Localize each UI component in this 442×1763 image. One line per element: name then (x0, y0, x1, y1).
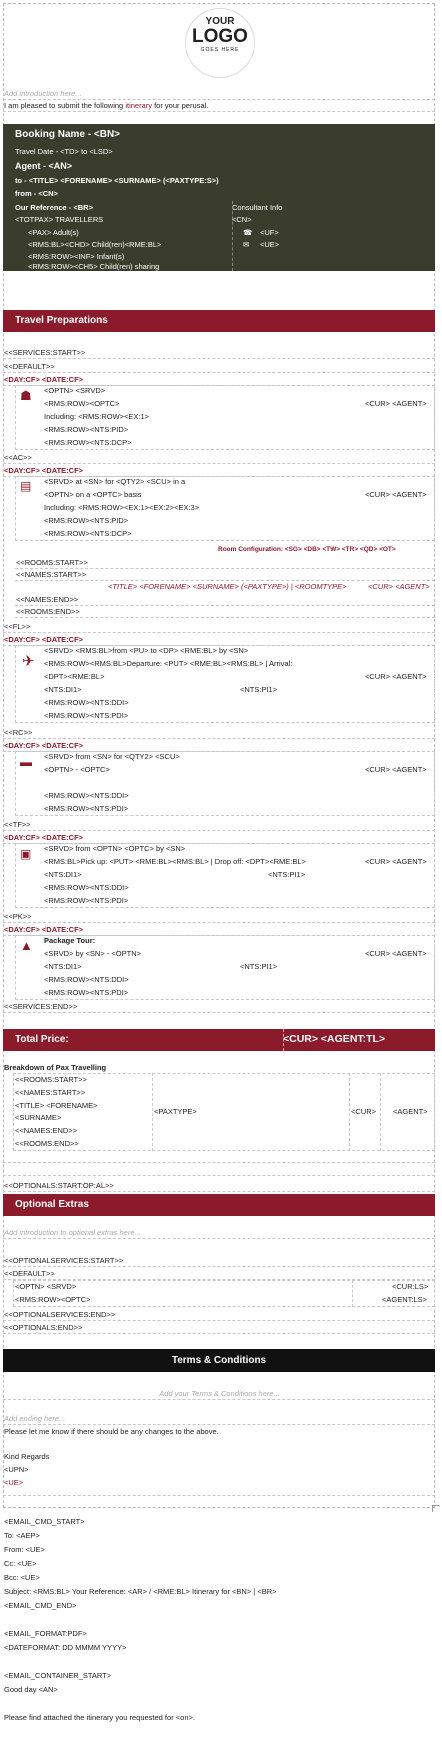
fl-line2[interactable]: <RMS:ROW><RMS:BL>Departure: <PUT> <RME:BL><RMS:BL> | Arrival: (44, 659, 293, 668)
optional-default[interactable]: <<DEFAULT>> (3, 1268, 435, 1280)
logo-line1: YOUR (205, 16, 235, 27)
rc-tag[interactable]: <<RC>> (3, 727, 435, 739)
total-price-value[interactable]: <CUR> <AGENT:TL> (283, 1033, 386, 1045)
breakdown-title: Breakdown of Pax Travelling (4, 1063, 107, 1072)
ac-line2[interactable]: <OPTN> on a <OPTC> basis (44, 490, 142, 499)
optional-divider (352, 1280, 353, 1307)
ac-price[interactable]: <CUR> <AGENT> (365, 490, 427, 499)
tour-icon: ▲ (20, 938, 33, 953)
consultant-info-heading: Consultant Info (232, 203, 283, 212)
ac-service-box (15, 476, 435, 541)
default-nts-dcp[interactable]: <RMS:ROW><NTS:DCP> (44, 438, 132, 447)
rc-line2[interactable]: <OPTN> - <OPTC> (44, 765, 110, 774)
default-service-box (15, 385, 435, 450)
pax-child-sharing[interactable]: <RMS:ROW><CH5> Child(ren) sharing (28, 262, 160, 271)
fl-line3[interactable]: <DPT><RME:BL> (44, 672, 105, 681)
breakdown-surname[interactable]: <SURNAME> (15, 1113, 62, 1122)
default-tag[interactable]: <<DEFAULT>> (3, 361, 435, 373)
bed-icon: ▤ (20, 479, 32, 493)
fl-price[interactable]: <CUR> <AGENT> (365, 672, 427, 681)
services-start[interactable]: <<SERVICES:START>> (3, 347, 435, 359)
email-bcc: Bcc: <UE> (4, 1573, 40, 1582)
kind-regards[interactable]: Kind Regards (4, 1452, 50, 1461)
fl-line1[interactable]: <SRVD> <RMS:BL>from <PU> to <DP> <RME:BL> by <SN> (44, 646, 249, 655)
day-date-ac[interactable]: <DAY:CF> <DATE:CF> (3, 465, 435, 477)
spacer-row-1 (3, 1153, 435, 1163)
day-date-fl[interactable]: <DAY:CF> <DATE:CF> (3, 634, 435, 646)
breakdown-col2-divider (349, 1073, 350, 1151)
breakdown-rooms-start[interactable]: <<ROOMS:START>> (15, 1075, 87, 1084)
fl-tag[interactable]: <<FL>> (3, 621, 435, 633)
day-date-default[interactable]: <DAY:CF> <DATE:CF> (3, 374, 435, 386)
breakdown-names-start[interactable]: <<NAMES:START>> (15, 1088, 86, 1097)
breakdown-table (13, 1073, 435, 1151)
optional-extras-title: Optional Extras (15, 1199, 89, 1210)
breakdown-title-forename[interactable]: <TITLE> <FORENAME> (15, 1101, 98, 1110)
default-including[interactable]: Including: <RMS:ROW><EX:1> (44, 412, 150, 421)
pax-adults[interactable]: <PAX> Adult(s) (28, 228, 79, 237)
rc-line1[interactable]: <SRVD> from <SN> for <QTY2> <SCU> (44, 752, 180, 761)
fl-nts-pdi[interactable]: <RMS:ROW><NTS:PDI> (44, 711, 129, 720)
breakdown-rooms-end[interactable]: <<ROOMS:END>> (15, 1139, 79, 1148)
email-from: From: <UE> (4, 1545, 45, 1554)
default-price[interactable]: <CUR> <AGENT> (365, 399, 427, 408)
email-subject: Subject: <RMS:BL> Your Reference: <AR> / <RME:BL> Itinerary for <BN> | <BR> (4, 1587, 277, 1596)
consultant-name[interactable]: <CN> (232, 215, 252, 224)
total-price-bar (3, 1029, 435, 1051)
our-reference[interactable]: Our Reference - <BR> (15, 203, 93, 212)
fl-service-box (15, 645, 435, 723)
logo-line2: LOGO (192, 26, 248, 47)
email-attached-text: Please find attached the itinerary you requested for <on>. (4, 1713, 195, 1722)
optional-optc[interactable]: <RMS:ROW><OPTC> (15, 1295, 91, 1304)
pk-tag[interactable]: <<PK>> (3, 911, 435, 923)
email-to: To: <AEP> (4, 1531, 40, 1540)
total-divider (283, 1029, 284, 1051)
optional-services-end[interactable]: <<OPTIONALSERVICES:END>> (3, 1309, 435, 1321)
email-greeting: Good day <AN> (4, 1685, 58, 1694)
travel-dates[interactable]: Travel Date - <TD> to <LSD> (15, 147, 113, 156)
plane-icon: ✈ (22, 653, 35, 670)
breakdown-cur[interactable]: <CUR> (351, 1107, 377, 1116)
optional-service-box (13, 1280, 435, 1307)
terms-hint[interactable]: Add your Terms & Conditions here... (3, 1388, 435, 1400)
tf-line2[interactable]: <RMS:BL>Pick up: <PUT> <RME:BL><RMS:BL> | Drop off: <DPT><RME:BL> (44, 857, 306, 866)
breakdown-col3-divider (380, 1073, 381, 1151)
pk-line2[interactable]: <SRVD> by <SN> - <OPTN> (44, 949, 141, 958)
logo-line3: GOES HERE (200, 47, 240, 53)
ac-nts-dcp[interactable]: <RMS:ROW><NTS:DCP> (44, 529, 132, 538)
tf-nts-di1[interactable]: <NTS:DI1> (44, 870, 82, 879)
total-price-label: Total Price: (15, 1034, 69, 1045)
intro-text-a: I am pleased to submit the following (4, 101, 126, 110)
optional-cur-ls[interactable]: <CUR:LS> (392, 1282, 429, 1291)
user-name[interactable]: <UPN> (4, 1465, 29, 1474)
hotel-icon: ☗ (20, 388, 32, 403)
car-icon: ▬ (20, 755, 32, 769)
fl-nts-di1[interactable]: <NTS:DI1> (44, 685, 82, 694)
optional-agent-ls[interactable]: <AGENT:LS> (382, 1295, 428, 1304)
pk-nts-pi1[interactable]: <NTS:PI1> (240, 962, 278, 971)
services-end[interactable]: <<SERVICES:END>> (3, 1001, 435, 1013)
ac-names-start[interactable]: <<NAMES:START>> (15, 569, 435, 581)
corner-marker (432, 1505, 439, 1512)
email-cmd-start: <EMAIL_CMD_START> (4, 1517, 85, 1526)
pax-children[interactable]: <RMS:BL><CHD> Child(ren)<RME:BL> (28, 240, 162, 249)
pk-price[interactable]: <CUR> <AGENT> (365, 949, 427, 958)
email-dateformat: <DATEFORMAT: DD MMMM YYYY> (4, 1643, 127, 1652)
rc-service-box (15, 751, 435, 816)
rc-price[interactable]: <CUR> <AGENT> (365, 765, 427, 774)
intro-text-itinerary: itinerary (125, 101, 153, 110)
consultant-phone[interactable]: <UF> (260, 228, 279, 237)
breakdown-agent[interactable]: <AGENT> (393, 1107, 428, 1116)
bus-icon: ▣ (20, 847, 32, 861)
optional-services-start[interactable]: <<OPTIONALSERVICES:START>> (3, 1255, 435, 1267)
pk-nts-pdi[interactable]: <RMS:ROW><NTS:PDI> (44, 988, 129, 997)
tf-nts-pid[interactable]: <RMS:ROW><NTS:PDI> (44, 896, 129, 905)
company-logo (185, 8, 255, 78)
intro-text[interactable] (3, 100, 435, 112)
intro-text-c: for your perusal. (152, 101, 209, 110)
email-format: <EMAIL_FORMAT:PDF> (4, 1629, 87, 1638)
day-date-tf[interactable]: <DAY:CF> <DATE:CF> (3, 832, 435, 844)
pax-infants[interactable]: <RMS:ROW><INF> Infant(s) (28, 252, 125, 261)
ac-names-end[interactable]: <<NAMES:END>> (15, 594, 435, 606)
tf-price[interactable]: <CUR> <AGENT> (365, 857, 427, 866)
email-cc: Cc: <UE> (4, 1559, 37, 1568)
spacer-row-2 (3, 1166, 435, 1176)
email-container-start: <EMAIL_CONTAINER_START> (4, 1671, 112, 1680)
booking-name[interactable]: Booking Name - <BN> (15, 129, 121, 140)
terms-bar (3, 1349, 435, 1372)
email-cmd-end: <EMAIL_CMD_END> (4, 1601, 77, 1610)
intro-hint[interactable]: Add introduction here... (3, 88, 435, 100)
consultant-email[interactable]: <UE> (260, 240, 280, 249)
pk-nts-ddi[interactable]: <RMS:ROW><NTS:DDI> (44, 975, 129, 984)
tf-nts-ddi[interactable]: <RMS:ROW><NTS:DDI> (44, 883, 129, 892)
ac-names-line[interactable]: <TITLE> <FORENAME> <SURNAME> (<PAXTYPE>) | <ROOMTYPE> (108, 582, 347, 591)
default-nts-pid[interactable]: <RMS:ROW><NTS:PID> (44, 425, 129, 434)
rc-nts-pid[interactable]: <RMS:ROW><NTS:PDI> (44, 804, 129, 813)
optionals-start[interactable]: <<OPTIONALS:START:OP:AL>> (3, 1180, 435, 1192)
optional-hint[interactable]: Add introduction to optional extras here... (3, 1227, 435, 1239)
email-icon: ✉ (243, 240, 250, 249)
room-configuration[interactable]: Room Configuration: <SG> <DB> <TW> <TR> <QD> <OT> (218, 546, 396, 553)
fl-nts-ddi[interactable]: <RMS:ROW><NTS:DDI> (44, 698, 129, 707)
optional-optn-srvd[interactable]: <OPTN> <SRVD> (15, 1282, 77, 1291)
ending-text[interactable]: Please let me know if there should be any changes to the above. (4, 1427, 219, 1436)
rc-nts-ddi[interactable]: <RMS:ROW><NTS:DDI> (44, 791, 129, 800)
tf-service-box (15, 843, 435, 908)
breakdown-names-end[interactable]: <<NAMES:END>> (15, 1126, 78, 1135)
day-date-pk[interactable]: <DAY:CF> <DATE:CF> (3, 924, 435, 936)
booking-divider (232, 201, 233, 271)
day-date-rc[interactable]: <DAY:CF> <DATE:CF> (3, 740, 435, 752)
pk-nts-di1[interactable]: <NTS:DI1> (44, 962, 82, 971)
travel-preparations-bar (3, 310, 435, 332)
optional-extras-bar (3, 1194, 435, 1216)
pk-service-box (15, 935, 435, 1000)
tf-nts-pi1[interactable]: <NTS:PI1> (268, 870, 306, 879)
totpax-line[interactable]: <TOTPAX> TRAVELLERS (15, 215, 104, 224)
phone-icon: ☎ (243, 228, 253, 237)
agent-name[interactable]: Agent - <AN> (15, 161, 73, 171)
breakdown-paxtype[interactable]: <PAXTYPE> (154, 1107, 197, 1116)
ac-rooms-start[interactable]: <<ROOMS:START>> (15, 557, 435, 569)
ac-line1[interactable]: <SRVD> at <SN> for <QTY2> <SCU> in a (44, 477, 186, 486)
from-line[interactable]: from - <CN> (15, 189, 58, 198)
default-optc[interactable]: <RMS:ROW><OPTC> (44, 399, 120, 408)
travel-preparations-title: Travel Preparations (15, 315, 108, 326)
tf-line1[interactable]: <SRVD> from <OPTN> <OPTC> by <SN> (44, 844, 186, 853)
terms-title: Terms & Conditions (171, 1355, 267, 1366)
breakdown-col1-divider (152, 1073, 153, 1151)
tf-tag[interactable]: <<TF>> (3, 819, 435, 831)
user-email[interactable]: <UE> (4, 1478, 24, 1487)
ac-tag[interactable]: <<AC>> (3, 452, 435, 464)
ac-including[interactable]: Including: <RMS:ROW><EX:1><EX:2><EX:3> (44, 503, 200, 512)
default-optn-srvd[interactable]: <OPTN> <SRVD> (44, 386, 106, 395)
ending-spacer (3, 1488, 435, 1496)
to-line[interactable]: to - <TITLE> <FORENAME> <SURNAME> (<PAXTYPE:S>) (15, 176, 219, 185)
ac-rooms-end[interactable]: <<ROOMS:END>> (15, 606, 435, 618)
ac-nts-pid[interactable]: <RMS:ROW><NTS:PID> (44, 516, 129, 525)
pk-line1[interactable]: Package Tour: (44, 936, 96, 945)
ending-hint[interactable]: Add ending here... (3, 1413, 435, 1425)
fl-nts-pi1[interactable]: <NTS:PI1> (240, 685, 278, 694)
ac-names-price[interactable]: <CUR> <AGENT> (368, 582, 430, 591)
optionals-end[interactable]: <<OPTIONALS:END>> (3, 1322, 435, 1334)
